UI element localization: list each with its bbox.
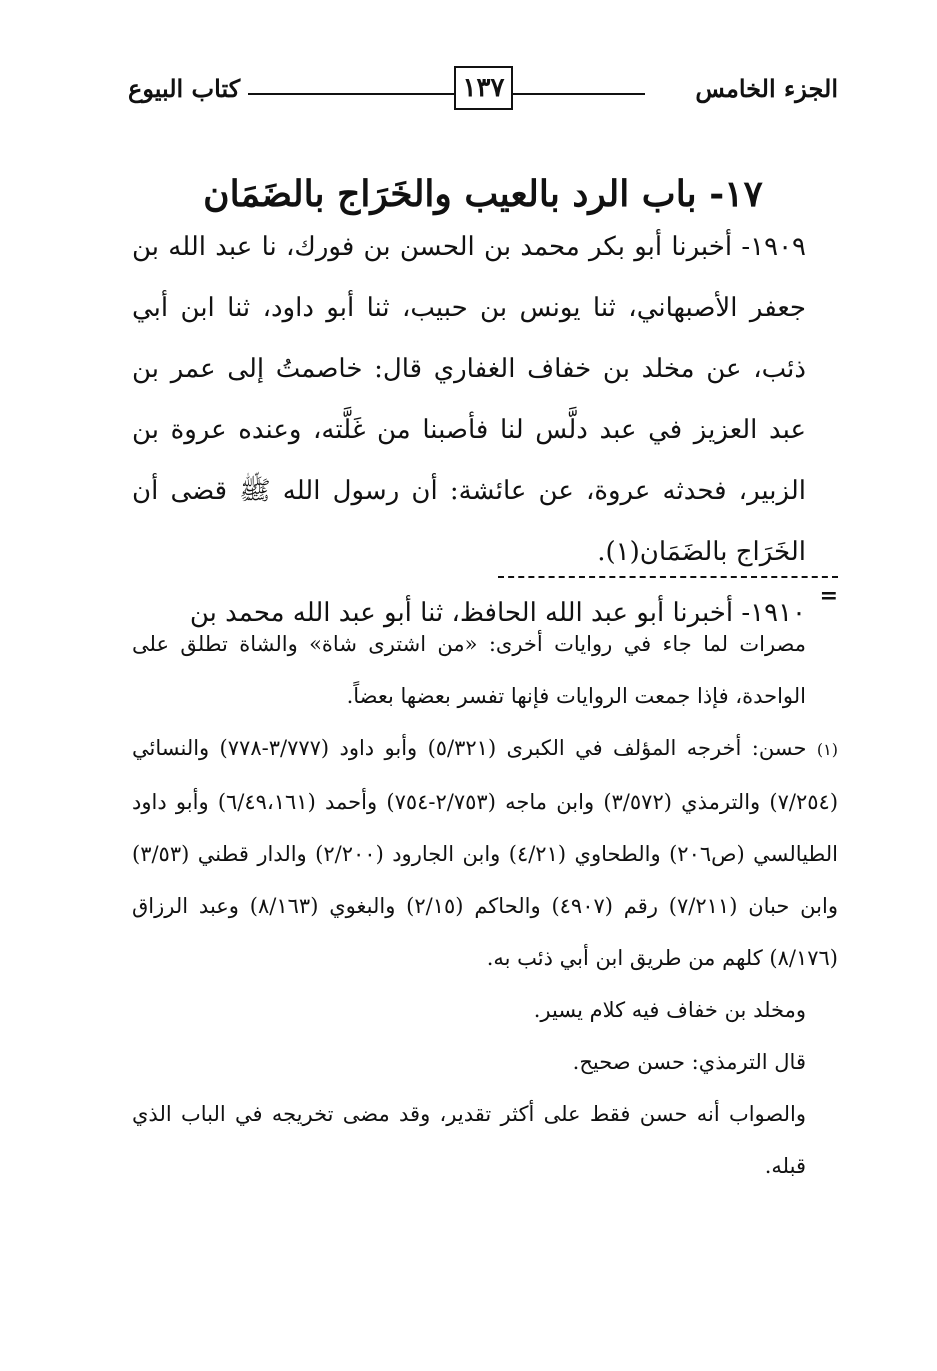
page-number: ١٣٧	[454, 66, 513, 110]
chapter-title: ١٧- باب الرد بالعيب والخَرَاج بالضَمَان	[203, 173, 763, 216]
hadith-1909: ١٩٠٩- أخبرنا أبو بكر محمد بن الحسن بن فورك، نا عبد الله بن جعفر الأصبهاني، ثنا يونس بن حبيب، ثنا أبو داود، ثنا ابن أبي ذئب، عن مخلد بن خفاف الغفاري قال: خاصمتُ إلى عمر بن عبد العزيز في عبد دلَّس لنا فأصبنا من غَلَّته، وعنده عروة بن الزبير، فحدثه عروة، عن عائشة: أن رسول الله ﷺ قضى أن الخَرَاج بالضَمَان(١).	[132, 232, 806, 567]
footnote-line-3: قال الترمذي: حسن صحيح.	[572, 1050, 806, 1074]
running-header	[128, 66, 838, 118]
footnote-line-4: والصواب أنه حسن فقط على أكثر تقدير، وقد مضى تخريجه في الباب الذي قبله.	[132, 1102, 806, 1178]
header-rule-right	[513, 93, 645, 95]
continuation-mark: =	[819, 583, 838, 609]
separator-dashed-line	[498, 576, 838, 578]
footnote-1	[132, 722, 838, 984]
volume-label: الجزء الخامس	[695, 74, 838, 103]
footnotes	[132, 618, 838, 1192]
footnote-line-2: ومخلد بن خفاف فيه كلام يسير.	[533, 998, 806, 1022]
book-label: كتاب البيوع	[128, 74, 241, 103]
footnote-separator	[132, 568, 838, 608]
header-rule-left	[248, 93, 454, 95]
hadith-1910: ١٩١٠- أخبرنا أبو عبد الله الحافظ، ثنا أبو عبد الله محمد بن	[189, 598, 806, 628]
footnote-continued: مصرات لما جاء في روايات أخرى: «من اشترى شاة» والشاة تطلق على الواحدة، فإذا جمعت الروايات فإنها تفسر بعضها بعضاً.	[132, 632, 806, 708]
footnote-1-text: حسن: أخرجه المؤلف في الكبرى (٥/٣٢١) وأبو داود (٣/٧٧٧-٧٧٨) والنسائي (٧/٢٥٤) والترمذي (٣/٥٧٢) وابن ماجه (٢/٧٥٣-٧٥٤) وأحمد (٦/٤٩،١٦١) وأبو داود الطيالسي (ص٢٠٦) والطحاوي (٤/٢١) وابن الجارود (٢/٢٠٠) والدار قطني (٣/٥٣) وابن حبان (٧/٢١١) رقم (٤٩٠٧) والحاكم (٢/١٥) والبغوي (٨/١٦٣) وعبد الرزاق (٨/١٧٦) كلهم من طريق ابن أبي ذئب به.	[132, 736, 839, 970]
footnote-1-marker: (١)	[816, 740, 838, 759]
